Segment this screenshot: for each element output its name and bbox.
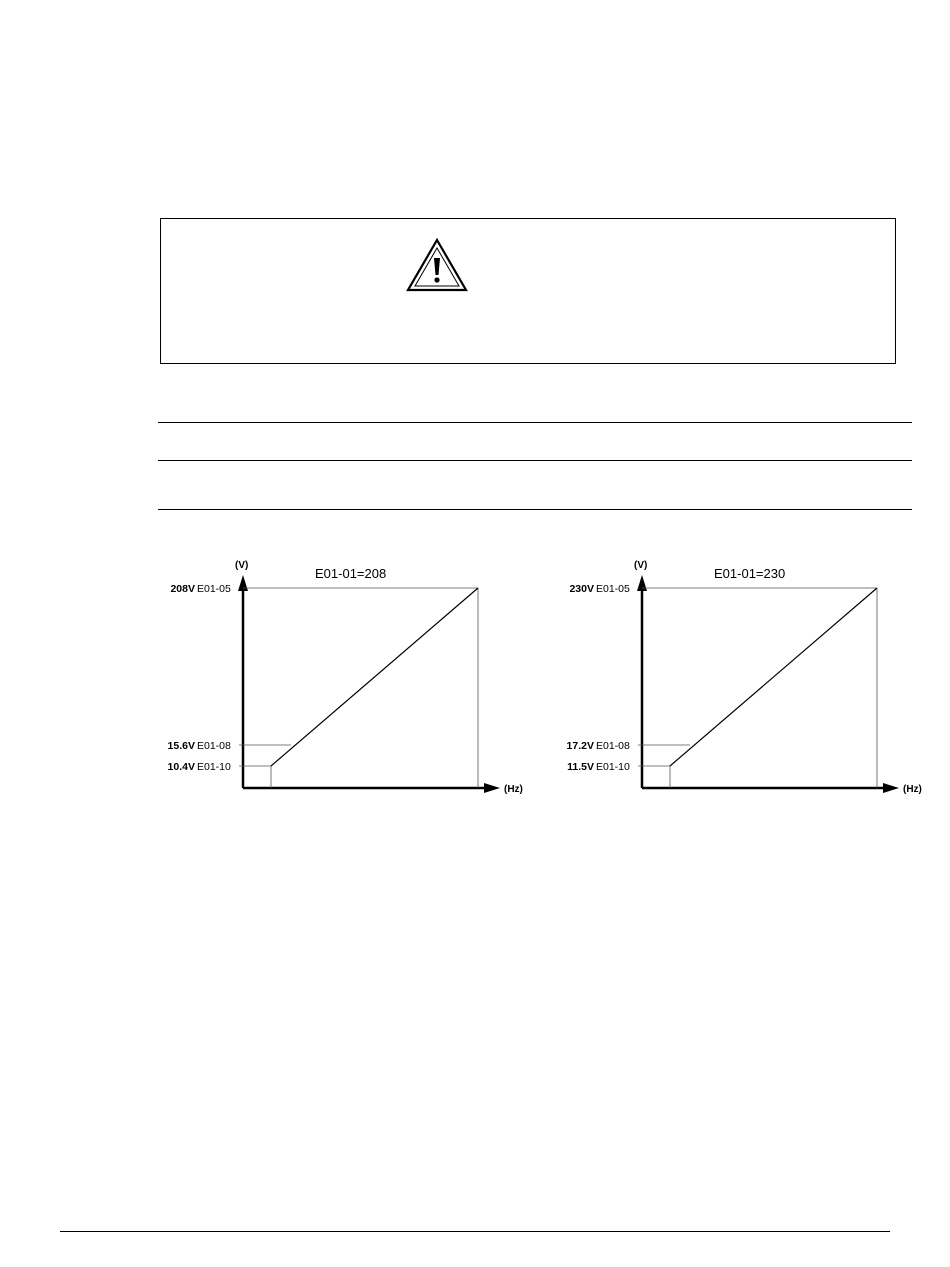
- min-voltage-value-label: 11.5V: [567, 761, 594, 773]
- table-rule-bottom: [158, 509, 912, 510]
- max-voltage-value-label: 230V: [569, 583, 594, 595]
- vf-ramp-line: [670, 588, 877, 766]
- x-axis-label: (Hz): [903, 784, 922, 795]
- min-voltage-value-label: 10.4V: [167, 761, 195, 773]
- table-rule-top: [158, 422, 912, 423]
- x-axis-arrow: [484, 783, 500, 793]
- chart-title: E01-01=230: [714, 566, 786, 581]
- min-voltage-param-label: E01-10: [596, 761, 630, 773]
- mid-voltage-param-label: E01-08: [596, 740, 630, 752]
- max-voltage-param-label: E01-05: [596, 583, 630, 595]
- mid-voltage-param-label: E01-08: [197, 740, 231, 752]
- table-rule-middle: [158, 460, 912, 461]
- mid-voltage-value-label: 17.2V: [566, 740, 594, 752]
- mid-voltage-value-label: 15.6V: [167, 740, 195, 752]
- vf-ramp-line: [271, 588, 478, 766]
- vf-chart-208: [150, 545, 540, 815]
- max-voltage-param-label: E01-05: [197, 583, 231, 595]
- y-axis-arrow: [637, 575, 647, 591]
- chart-svg: [150, 545, 540, 815]
- warning-triangle-icon: [405, 237, 469, 298]
- y-axis-arrow: [238, 575, 248, 591]
- chart-title: E01-01=208: [315, 566, 387, 581]
- vf-chart-230: [549, 545, 939, 815]
- footer-rule: [60, 1231, 890, 1232]
- x-axis-arrow: [883, 783, 899, 793]
- warning-box: [160, 218, 896, 364]
- min-voltage-param-label: E01-10: [197, 761, 231, 773]
- chart-svg: [549, 545, 939, 815]
- y-axis-label: (V): [634, 560, 648, 571]
- x-axis-label: (Hz): [504, 784, 523, 795]
- max-voltage-value-label: 208V: [170, 583, 195, 595]
- y-axis-label: (V): [235, 560, 249, 571]
